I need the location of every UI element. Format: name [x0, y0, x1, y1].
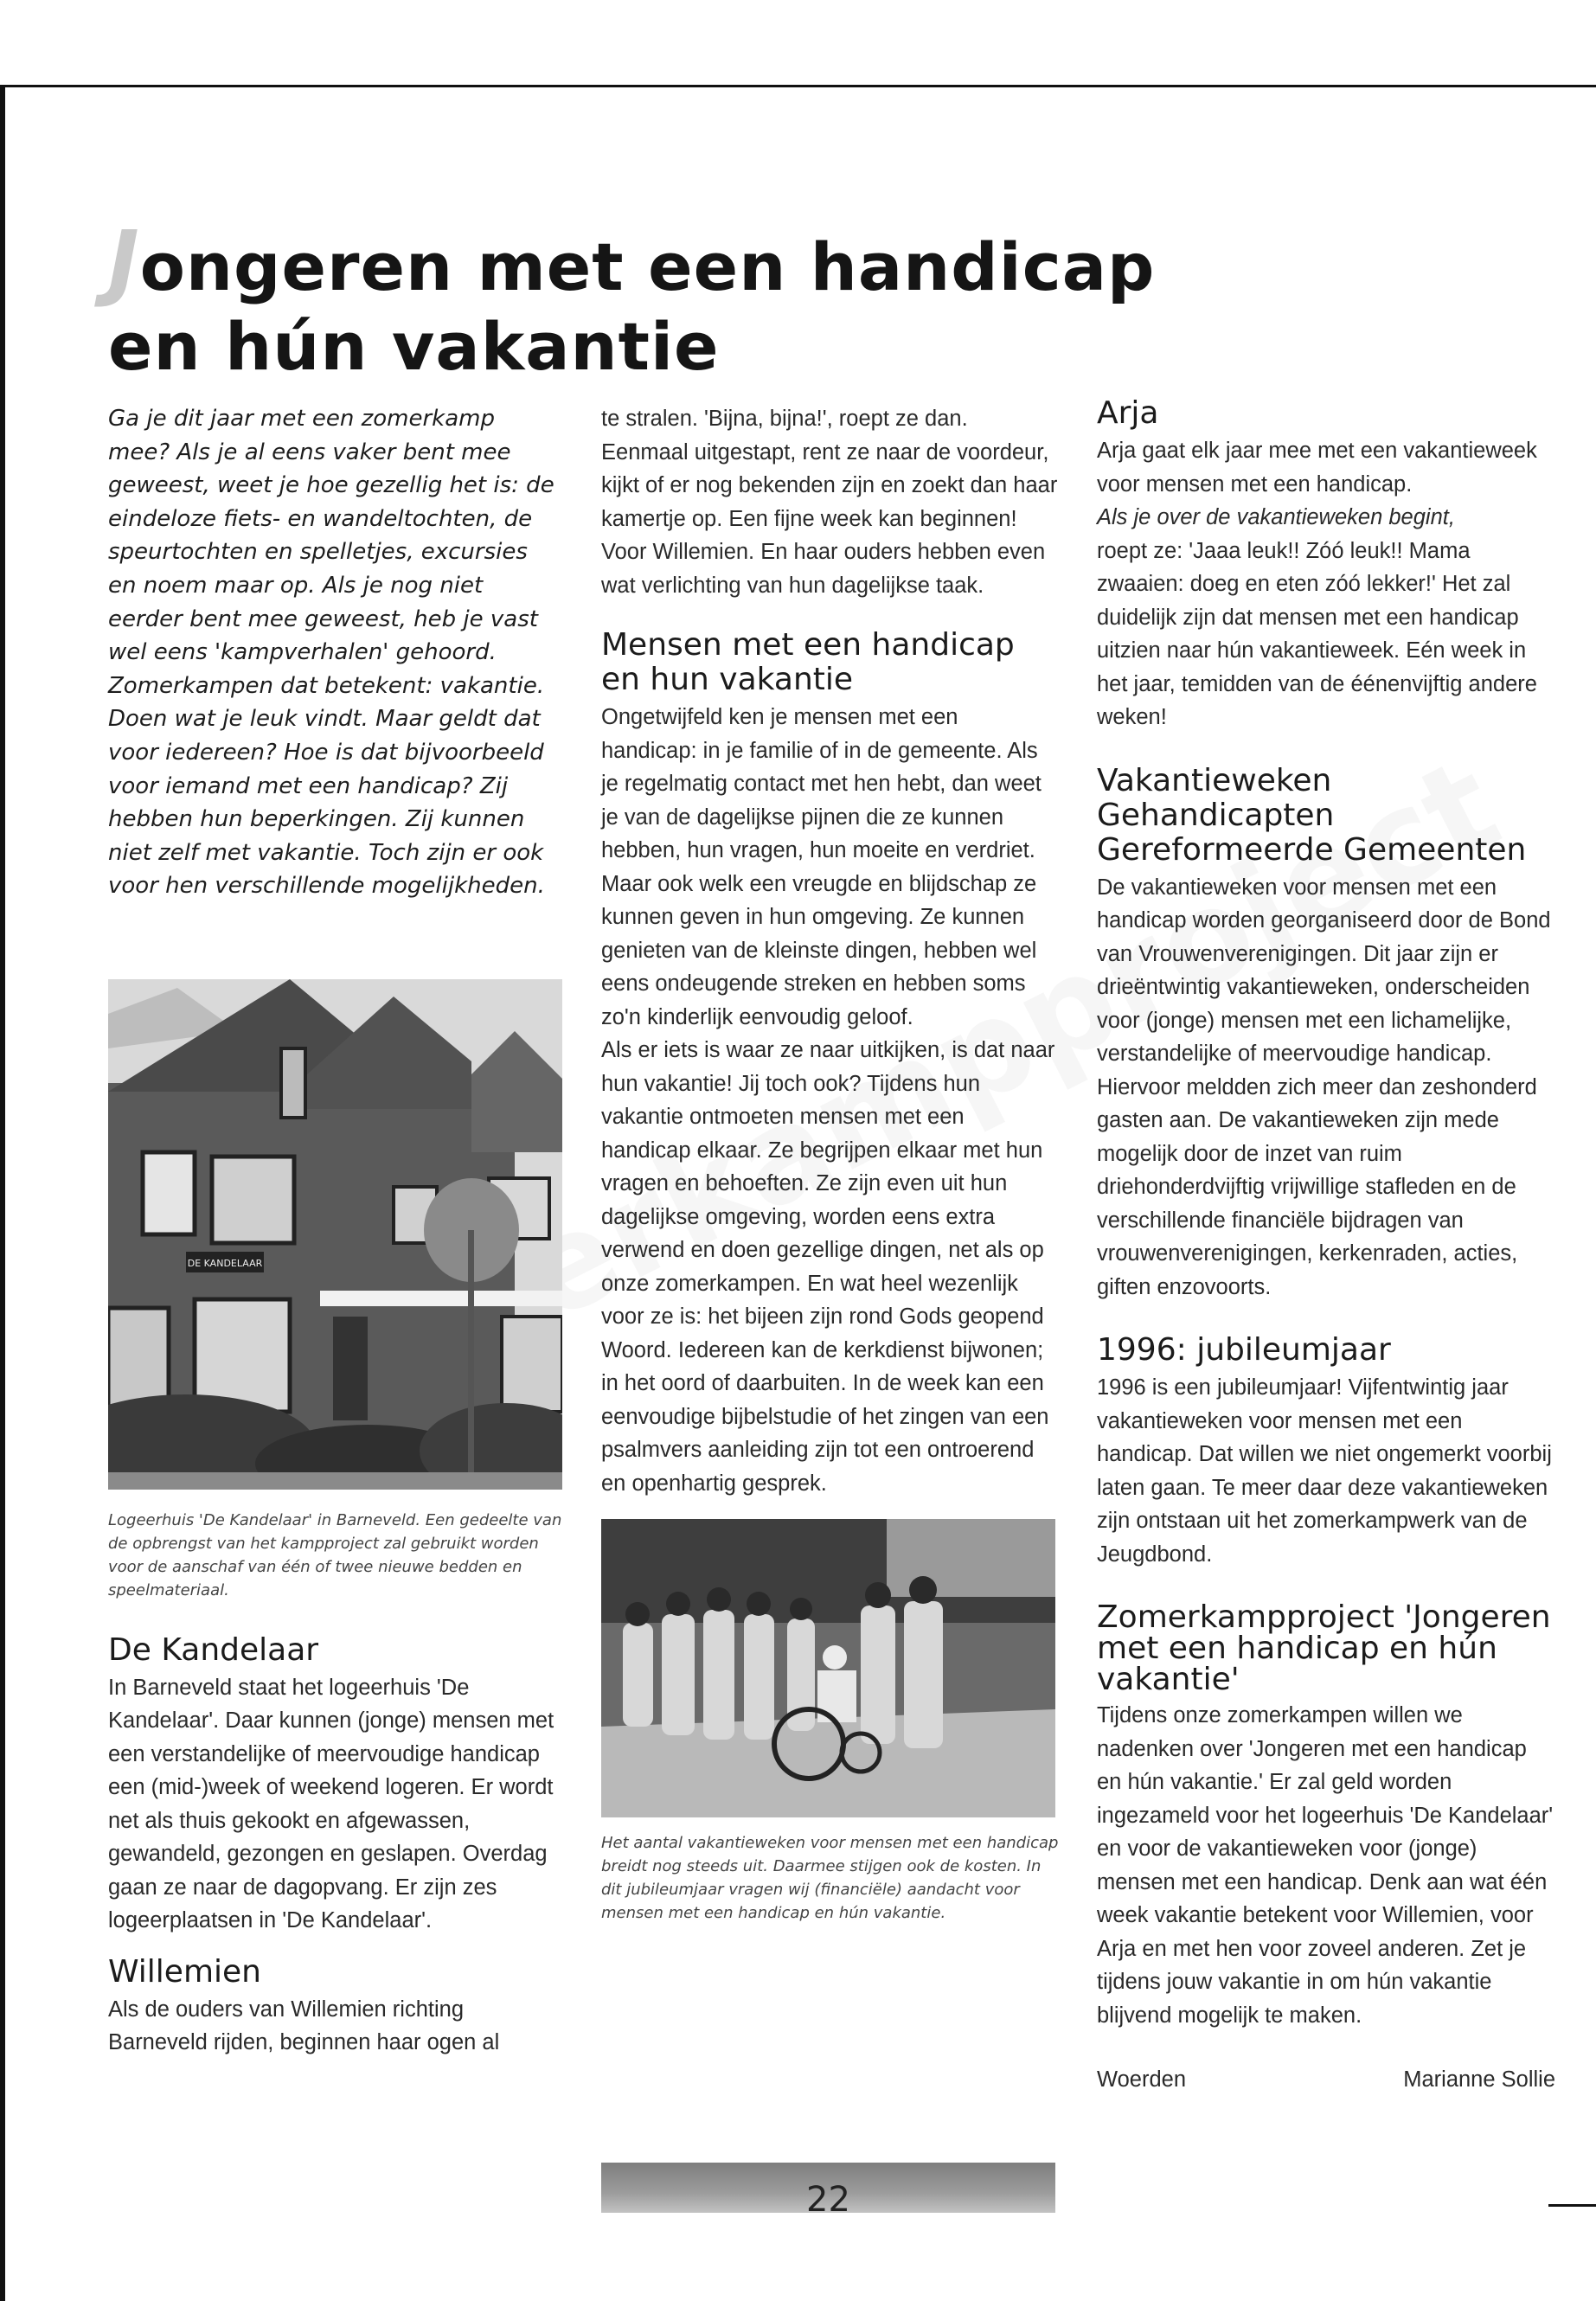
page-border-bottom-right [1548, 2204, 1596, 2207]
heading-de-kandelaar: De Kandelaar [108, 1631, 319, 1668]
photo-caption-groep: Het aantal vakantieweken voor mensen met een handicap breidt nog steeds uit. Daarmee stijgen ook de kosten. In dit jubileumjaar vragen wij (financiële) aandacht voor mensen met een handicap en hún vakantie. [601, 1834, 1059, 1922]
page-border-left [0, 85, 5, 2301]
group-illustration [601, 1519, 1055, 1817]
heading-zomerkampproject: Zomerkampproject 'Jongeren met een handicap en hún vakantie' [1097, 1599, 1551, 1697]
signature-place: Woerden [1097, 2067, 1187, 2092]
heading-mensen-met-een-handicap: Mensen met een handicap en hun vakantie [601, 627, 1015, 697]
text-willemien-continued: te stralen. 'Bijna, bijna!', roept ze dan. Eenmaal uitgestapt, rent ze naar de voordeur, kijkt of er nog bekenden zijn en zoekt dan haar kamertje op. Een fijne week kan beginnen! Voor Willemien. En haar ouders hebben even wat verlichting van hun dagelijkse taak. [601, 407, 1058, 598]
text-arja-1: Arja gaat elk jaar mee met een vakantieweek voor mensen met een handicap. [1097, 439, 1537, 497]
page-border-top [0, 85, 1596, 87]
text-mensen-para-1: Ongetwijfeld ken je mensen met een handicap: in je familie of in de gemeente. Als je regelmatig contact met hen hebt, dan weet je van de dagelijkse pijnen die ze kunnen hebben, hun vragen, hun moeite en verdriet. Maar ook welk een vreugde en blijdschap ze kunnen geven in hun omgeving. Ze kunnen genieten van de kleinste dingen, hebben wel eens ondeugende streken en hebben soms zo'n kinderlijk eenvoudig geloof. [601, 705, 1042, 1029]
column-right [1097, 396, 1555, 2097]
column-middle [601, 402, 1060, 1925]
text-zomerkampproject: Tijdens onze zomerkampen willen we nadenken over 'Jongeren met een handicap en hún vakantie.' Er zal geld worden ingezameld voor het logeerhuis 'De Kandelaar' en voor de vakantieweken voor (jonge) mensen met een handicap. Denk aan wat één week vakantie betekent voor Willemien, voor Arja en met hen voor zoveel anderen. Zet je tijdens jouw vakantie in om hún vakantie blijvend mogelijk te maken. [1097, 1703, 1554, 2028]
page-number-box [601, 2163, 1055, 2220]
page-number: 22 [806, 2180, 850, 2220]
text-arja-2: Als je over de vakantieweken begint, [1097, 505, 1455, 529]
article-title [108, 212, 1215, 387]
photo-vakantieweek-groep [601, 1519, 1055, 1817]
text-arja-3: roept ze: 'Jaaa leuk!! Zóó leuk!! Mama zwaaien: doeg en eten zóó lekker!' Het zal duidelijk zijn dat mensen met een handicap uitzien naar hún vakantieweek. Eén week in het jaar, temidden van de éénenvijftig andere weken! [1097, 538, 1537, 729]
text-de-kandelaar: In Barneveld staat het logeerhuis 'De Kandelaar'. Daar kunnen (jonge) mensen met een verstandelijke of meervoudige handicap een (mid-)week of weekend logeren. Er wordt net als thuis gekookt en afgewassen, gewandeld, gezongen en geslapen. Overdag gaan ze naar de dagopvang. Er zijn zes logeerplaatsen in 'De Kandelaar'. [108, 1675, 554, 1933]
heading-jubileumjaar: 1996: jubileumjaar [1097, 1332, 1391, 1368]
title-initial: J [108, 212, 140, 310]
heading-vakantieweken: Vakantieweken Gehandicapten Gereformeerde Gemeenten [1097, 762, 1527, 868]
signature [1097, 2063, 1555, 2097]
photo-caption-logeerhuis: Logeerhuis 'De Kandelaar' in Barneveld. Een gedeelte van de opbrengst van het kampproject zal gebruikt worden voor de aanschaf van één of twee nieuwe bedden en speelmateriaal. [108, 1510, 562, 1599]
text-jubileumjaar: 1996 is een jubileumjaar! Vijfentwintig jaar vakantieweken voor mensen met een handicap. Dat willen we niet ongemerkt voorbij laten gaan. Te meer daar deze vakantieweken zijn ontstaan uit het zomerkampwerk van de Jeugdbond. [1097, 1375, 1552, 1567]
house-illustration [108, 979, 562, 1490]
text-willemien: Als de ouders van Willemien richting Barneveld rijden, beginnen haar ogen al [108, 1997, 500, 2055]
heading-arja: Arja [1097, 395, 1159, 431]
intro-text: Ga je dit jaar met een zomerkamp mee? Als je al eens vaker bent mee geweest, weet je hoe gezellig het is: de eindeloze fiets- en wandeltochten, de speurtochten en spelletjes, excursies en noem maar op. Als je nog niet eerder bent mee geweest, heb je vast wel eens 'kampverhalen' gehoord. Zomerkampen dat betekent: vakantie. Doen wat je leuk vindt. Maar geldt dat voor iedereen? Hoe is dat bijvoorbeeld voor iemand met een handicap? Zij hebben hun beperkingen. Zij kunnen niet zelf met vakantie. Toch zijn er ook voor hen verschillende mogelijkheden. [108, 406, 554, 900]
text-mensen-para-2: Als er iets is waar ze naar uitkijken, is dat naar hun vakantie! Jij toch ook? Tijdens hun vakantie ontmoeten mensen met een handicap elkaar. Ze begrijpen elkaar met hun vragen en behoeften. Ze zijn even uit hun dagelijkse omgeving, worden eens extra verwend en doen gezellige dingen, net als op onze zomerkampen. En wat heel wezenlijk voor ze is: het bijeen zijn rond Gods geopend Woord. Iedereen kan de kerkdienst bijwonen; in het oord of daarbuiten. In de week kan een eenvoudige bijbelstudie of het zingen van een psalmvers aanleiding zijn tot een ontroerend en openhartig gesprek. [601, 1038, 1055, 1496]
photo-logeerhuis [108, 979, 562, 1490]
heading-willemien: Willemien [108, 1953, 261, 1990]
house-sign-text: DE KANDELAAR [187, 1257, 263, 1269]
title-line-1: ongeren met een handicap [139, 228, 1156, 305]
text-vakantieweken: De vakantieweken voor mensen met een handicap worden georganiseerd door de Bond van Vrouwenverenigingen. Dit jaar zijn er drieëntwintig vakantieweken, onderscheiden voor (jonge) mensen met een lichamelijke, verstandelijke of meervoudige handicap. Hiervoor meldden zich meer dan zeshonderd gasten aan. De vakantieweken zijn mede mogelijk door de inzet van ruim driehonderdvijftig vrijwillige stafleden en de verschillende financiële bijdragen van vrouwenverenigingen, kerkenraden, acties, giften enzovoorts. [1097, 875, 1551, 1299]
title-line-2: en hún vakantie [108, 307, 720, 385]
column-left [108, 402, 562, 2060]
signature-author: Marianne Sollie [1403, 2067, 1555, 2092]
